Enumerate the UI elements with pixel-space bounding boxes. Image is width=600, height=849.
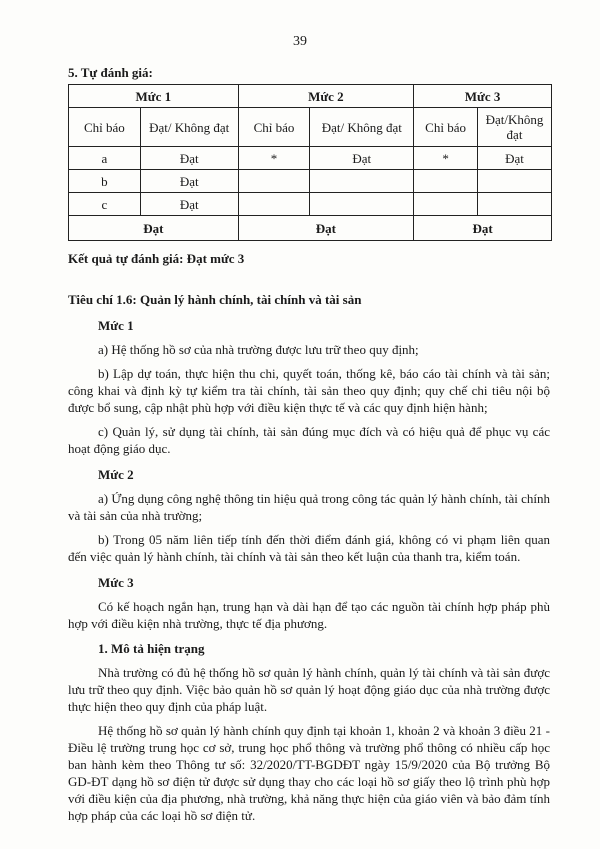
table-cell: a [69,147,141,170]
level-item: b) Trong 05 năm liên tiếp tính đến thời điểm đánh giá, không có vi phạm liên quan đến việc quản lý hành chính, tài chính và tài sản theo kết luận của thanh tra, kiểm toán. [68,532,550,564]
table-row [69,170,552,193]
table-cell: Đạt [478,147,552,170]
table-cell: c [69,193,141,216]
table-cell: * [238,147,310,170]
table-cell: Đạt [140,170,238,193]
page-number: 39 [293,34,307,49]
section-paragraph: Hệ thống hồ sơ quản lý hành chính quy định tại khoản 1, khoản 2 và khoản 3 điều 21 - Điều lệ trường trung học cơ sở, trung học phổ thông và trường phổ thông có nhiều cấp học ban hành kèm theo Thông tư số: 32/2020/TT-BGDĐT ngày 15/9/2020 của Bộ trưởng Bộ GD-ĐT dạng hồ sơ điện tử được sử dụng thay cho các loại hồ sơ giấy theo lộ trình phù hợp với điều kiện của địa phương, nhà trường, khả năng thực hiện của giáo viên và bảo đảm tính hợp pháp của các loại hồ sơ điện tử. [68,723,550,823]
table-cell [478,170,552,193]
footer-cell: Đạt [69,216,239,241]
table-row [69,193,552,216]
column-header: Chỉ báo [414,108,478,147]
table-row [69,147,552,170]
evaluation-table [68,84,552,241]
column-header: Đạt/ Không đạt [310,108,414,147]
table-cell [310,193,414,216]
table-cell [414,170,478,193]
table-cell [238,170,310,193]
table-cell [238,193,310,216]
level-title: Mức 3 [98,575,134,590]
level-item: Có kế hoạch ngắn hạn, trung hạn và dài hạn để tạo các nguồn tài chính hợp pháp phù hợp với điều kiện nhà trường, thực tế địa phương. [68,599,550,631]
level-item: a) Hệ thống hồ sơ của nhà trường được lưu trữ theo quy định; [98,342,419,357]
table-cell [310,170,414,193]
table-footer-row [69,216,552,241]
table-cell: Đạt [140,147,238,170]
table-level-row [69,85,552,108]
level-title: Mức 2 [98,467,134,482]
level-title: Mức 1 [98,318,134,333]
column-header: Chỉ báo [69,108,141,147]
table-cell: Đạt [310,147,414,170]
criterion-title: Tiêu chí 1.6: Quản lý hành chính, tài chính và tài sản [68,292,362,307]
section-paragraph: Nhà trường có đủ hệ thống hồ sơ quản lý hành chính, quản lý tài chính và tài sản được lưu trữ theo quy định. Việc bảo quản hồ sơ quản lý hoạt động giáo dục của nhà trường được thực hiện theo quy định của pháp luật. [68,665,550,714]
table-cell: b [69,170,141,193]
column-header: Chỉ báo [238,108,310,147]
footer-cell: Đạt [414,216,552,241]
table-subheader-row [69,108,552,147]
table-cell: * [414,147,478,170]
level-header: Mức 1 [69,85,239,108]
column-header: Đạt/Không đạt [478,108,552,147]
level-item: c) Quản lý, sử dụng tài chính, tài sản đúng mục đích và có hiệu quả để phục vụ các hoạt động giáo dục. [68,424,550,456]
table-cell: Đạt [140,193,238,216]
level-header: Mức 2 [238,85,414,108]
table-cell [478,193,552,216]
footer-cell: Đạt [238,216,414,241]
document-body [68,64,550,824]
column-header: Đạt/ Không đạt [140,108,238,147]
level-item: b) Lập dự toán, thực hiện thu chi, quyết toán, thống kê, báo cáo tài chính và tài sản; công khai và định kỳ tự kiểm tra tài chính, tài sản theo quy định; quy chế chi tiêu nội bộ được bổ sung, cập nhật phù hợp với điều kiện thực tế và các quy định hiện hành; [68,366,550,415]
self-eval-heading: 5. Tự đánh giá: [68,65,153,80]
table-cell [414,193,478,216]
level-header: Mức 3 [414,85,552,108]
level-item: a) Ứng dụng công nghệ thông tin hiệu quả trong công tác quản lý hành chính, tài chính và tài sản của nhà trường; [68,491,550,523]
eval-result: Kết quả tự đánh giá: Đạt mức 3 [68,251,245,266]
section-title: 1. Mô tả hiện trạng [98,641,205,656]
